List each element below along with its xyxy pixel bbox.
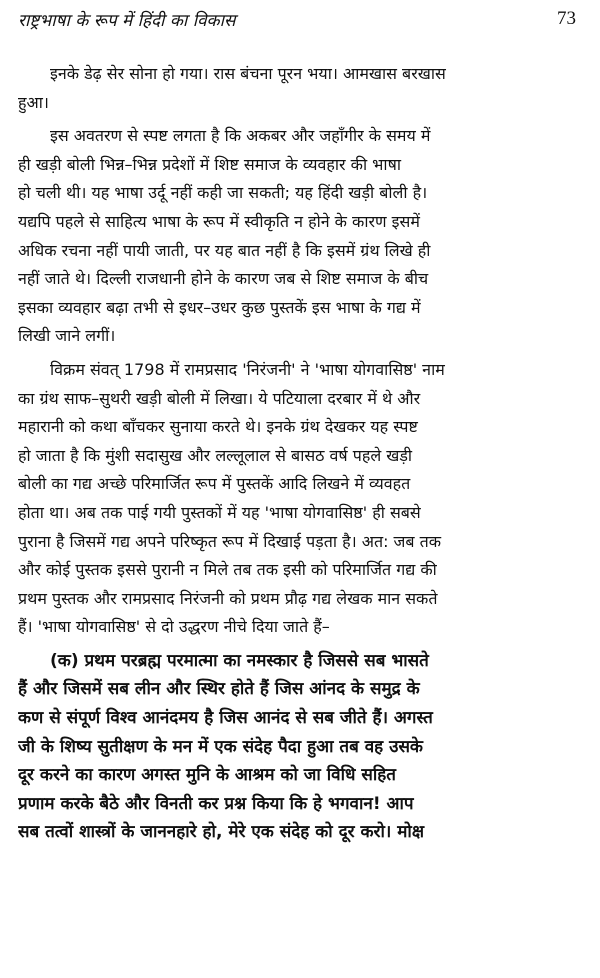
paragraph-3	[18, 356, 584, 642]
quotation-line: प्रणाम करके बैठे और विनती कर प्रश्न किया कि हे भगवान! आप	[18, 793, 414, 814]
text-line: हो चली थी। यह भाषा उर्दू नहीं कही जा सकती; यह हिंदी खड़ी बोली है।	[18, 183, 428, 203]
text-line: अधिक रचना नहीं पायी जाती, पर यह बात नहीं है कि इसमें ग्रंथ लिखे ही	[18, 240, 431, 260]
text-line: इस अवतरण से स्पष्ट लगता है कि अकबर और जहाँगीर के समय में	[50, 126, 431, 146]
paragraph-2	[18, 122, 584, 351]
text-line: हुआ।	[18, 92, 49, 112]
quotation-line: कण से संपूर्ण विश्व आनंदमय है जिस आनंद से सब जीते हैं। अगस्त	[18, 708, 433, 729]
text-line: होता था। अब तक पाई गयी पुस्तकों में यह 'भाषा योगवासिष्ठ' ही सबसे	[18, 502, 421, 522]
paragraph-1	[18, 60, 584, 117]
text-line: का ग्रंथ साफ–सुथरी खड़ी बोली में लिखा। ये पटियाला दरबार में थे और	[18, 388, 421, 408]
text-line: इनके डेढ़ सेर सोना हो गया। रास बंचना पूरन भया। आमखास बरखास	[50, 64, 446, 83]
text-line: ही खड़ी बोली भिन्न–भिन्न प्रदेशों में शिष्ट समाज के व्यवहार की भाषा	[18, 154, 401, 174]
text-line: हैं। 'भाषा योगवासिष्ठ' से दो उद्धरण नीचे दिया जाते हैं–	[18, 617, 330, 637]
text-line: बोली का गद्य अच्छे परिमार्जित रूप में पुस्तकें आदि लिखने में व्यवहत	[18, 474, 411, 494]
running-header	[18, 6, 578, 36]
text-line: पुराना है जिसमें गद्य अपने परिष्कृत रूप में दिखाई पड़ता है। अत: जब तक	[18, 531, 442, 551]
quotation-line: (क) प्रथम परब्रह्म परमात्मा का नमस्कार है जिससे सब भासते	[50, 650, 429, 671]
text-line: प्रथम पुस्तक और रामप्रसाद निरंजनी को प्रथम प्रौढ़ गद्य लेखक मान सकते	[18, 588, 438, 608]
text-line: और कोई पुस्तक इससे पुरानी न मिले तब तक इसी को परिमार्जित गद्य की	[18, 560, 437, 580]
quotation-line: दूर करने का कारण अगस्त मुनि के आश्रम को जा विधि सहित	[18, 765, 396, 786]
running-title: राष्ट्रभाषा के रूप में हिंदी का विकास	[18, 11, 236, 31]
page-number: 73	[557, 8, 576, 29]
text-line: लिखी जाने लगीं।	[18, 326, 116, 346]
text-line: इसका व्यवहार बढ़ा तभी से इधर–उधर कुछ पुस्तकें इस भाषा के गद्य में	[18, 297, 421, 317]
quotation-paragraph	[18, 647, 584, 847]
text-line: विक्रम संवत् 1798 में रामप्रसाद 'निरंजनी' ने 'भाषा योगवासिष्ठ' नाम	[50, 359, 445, 379]
quotation-line: जी के शिष्य सुतीक्षण के मन में एक संदेह पैदा हुआ तब वह उसके	[18, 736, 423, 757]
text-line: हो जाता है कि मुंशी सदासुख और लल्लूलाल से बासठ वर्ष पहले खड़ी	[18, 445, 413, 465]
text-line: नहीं जाते थे। दिल्ली राजधानी होने के कारण जब से शिष्ट समाज के बीच	[18, 269, 429, 289]
quotation-line: सब तत्वों शास्त्रों के जाननहारे हो, मेरे एक संदेह को दूर करो। मोक्ष	[18, 822, 425, 843]
text-line: महारानी को कथा बाँचकर सुनाया करते थे। इनके ग्रंथ देखकर यह स्पष्ट	[18, 417, 418, 437]
body-text	[18, 60, 584, 847]
quotation-line: हैं और जिसमें सब लीन और स्थिर होते हैं जिस आंनद के समुद्र के	[18, 679, 420, 700]
text-line: यद्यपि पहले से साहित्य भाषा के रूप में स्वीकृति न होने के कारण इसमें	[18, 211, 420, 231]
